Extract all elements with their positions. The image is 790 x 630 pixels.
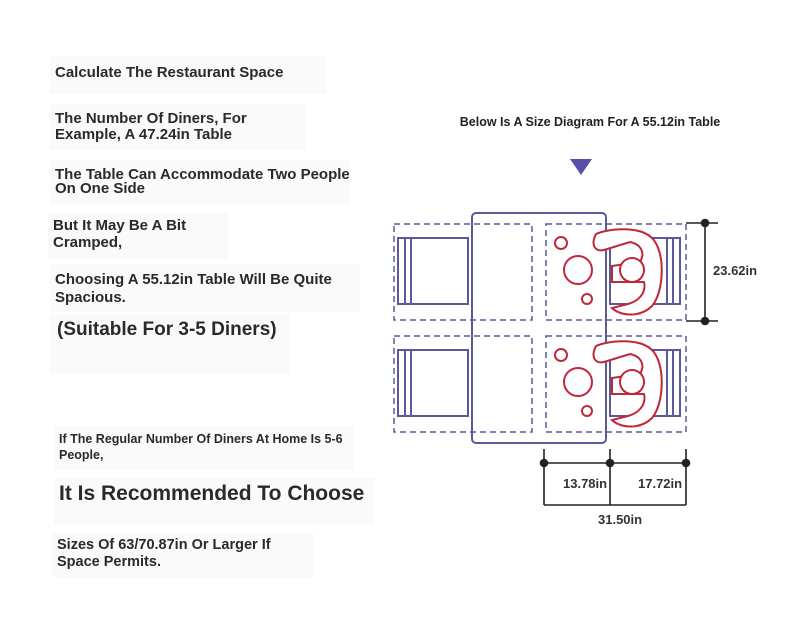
text-sizes: Sizes Of 63/70.87in Or Larger If Space Permits. [52, 533, 314, 577]
heading-restaurant-space: Calculate The Restaurant Space [50, 56, 326, 94]
text-regular-diners: If The Regular Number Of Diners At Home Is 5-6 People, [54, 426, 354, 470]
text-suitable-diners: (Suitable For 3-5 Diners) [50, 315, 290, 373]
dimension-height-label: 23.62in [713, 263, 758, 278]
text-cramped: But It May Be A Bit Cramped, [48, 213, 228, 259]
text-diners-example: The Number Of Diners, For Example, A 47.24in Table [50, 104, 306, 150]
diner-top [555, 229, 662, 314]
text-recommended: It Is Recommended To Choose [54, 478, 374, 524]
text-spacious: Choosing A 55.12in Table Will Be Quite Spacious. [50, 264, 360, 312]
text-two-people-side: The Table Can Accommodate Two People On One Side [50, 160, 350, 204]
chair-left-top [398, 238, 468, 304]
dimension-left-label: 13.78in [563, 476, 608, 491]
diagram-title: Below Is A Size Diagram For A 55.12in Table [459, 115, 721, 129]
diner-bottom [555, 341, 662, 426]
chair-left-bottom [398, 350, 468, 416]
dimension-right-label: 17.72in [638, 476, 683, 491]
down-arrow-icon [570, 159, 592, 175]
dimension-total-label: 31.50in [598, 512, 643, 527]
